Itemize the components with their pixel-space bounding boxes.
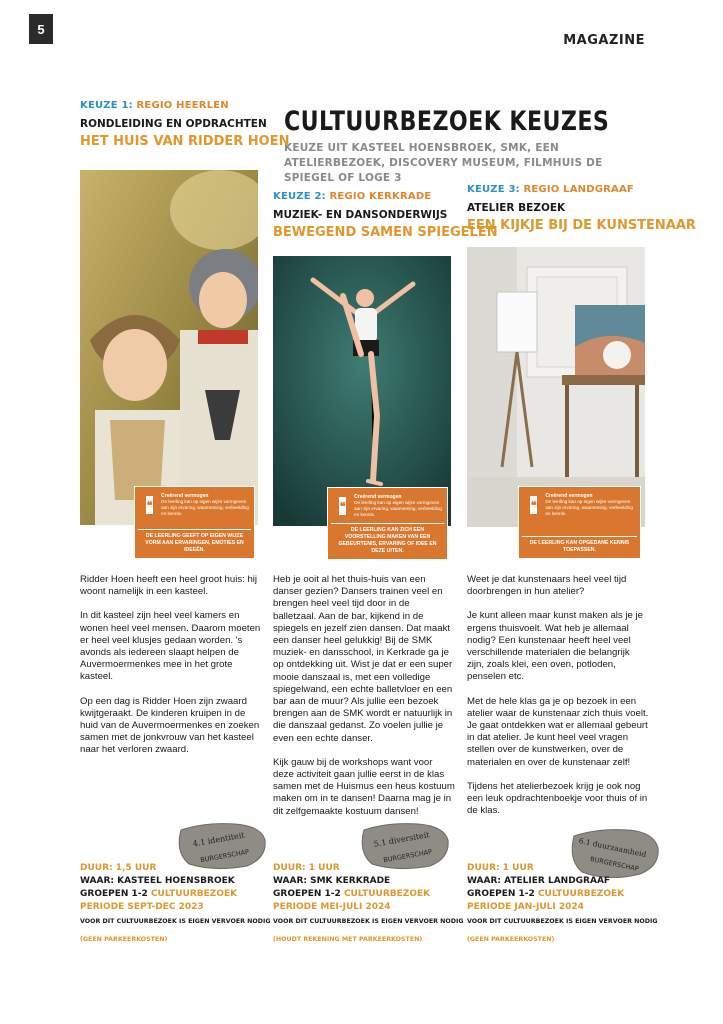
keuze-label: KEUZE 2: REGIO KERKRADE xyxy=(273,191,432,202)
activity-title: MUZIEK- EN DANSONDERWIJS xyxy=(273,209,448,221)
badge-description: De leerling kan op eigen wijze vormgeven aan zijn ervaring, waarneming, verbeelding en kennis. xyxy=(545,499,633,516)
atelier-photo xyxy=(467,247,645,527)
location: WAAR: SMK KERKRADE xyxy=(273,876,391,886)
location: WAAR: ATELIER LANDGRAAF xyxy=(467,876,611,886)
competence-badge xyxy=(134,486,255,559)
column-3-info xyxy=(467,862,658,946)
quote-icon: ❝ xyxy=(146,496,153,514)
column-1-body xyxy=(80,574,262,769)
page-title: CULTUURBEZOEK KEUZES xyxy=(284,106,610,137)
activity-title: RONDLEIDING EN OPDRACHTEN xyxy=(80,118,267,130)
badge-title: Creërend vermogen xyxy=(354,494,402,500)
paragraph: Weet je dat kunstenaars heel veel tijd doorbrengen in hun atelier? xyxy=(467,574,627,598)
badge-caption: DE LEERLING GEEFT OP EIGEN WIJZE VORM AAN ERVARINGEN, EMOTIES EN IDEEËN. xyxy=(138,529,251,554)
competence-badge xyxy=(518,486,641,559)
paragraph: Kijk gauw bij de workshops want voor deze activiteit gaan jullie eerst in de klas samen met de Huismus een heus kostuum maken om in te dansen! Daarna mag je in dit zelfgemaakte kostuum dansen! xyxy=(273,756,455,817)
stone-number: 6.1 duurzaamheid xyxy=(577,835,648,860)
parking-note: (GEEN PARKEERKOSTEN) xyxy=(80,936,168,943)
knights-photo xyxy=(80,170,258,525)
stone-label: BURGERSCHAP xyxy=(382,847,433,865)
transport-note: VOOR DIT CULTUURBEZOEK IS EIGEN VERVOER NODIG xyxy=(467,918,658,925)
paragraph: Met de hele klas ga je op bezoek in een atelier waar de kunstenaar zich thuis voelt. Je gaat ontdekken wat er allemaal gebeurt in dat atelier. Je kunt heel veel vragen stellen over de kunstwerken, over de materialen en over de kunstenaar zelf! xyxy=(467,695,649,768)
stone-label: BURGERSCHAP xyxy=(199,847,250,865)
badge-description: De leerling kan op eigen wijze vormgeven aan zijn ervaring, waarneming, verbeelding en kennis. xyxy=(354,500,442,517)
section-label: MAGAZINE xyxy=(563,33,645,48)
badge-caption: DE LEERLING KAN OPGEDANE KENNIS TOEPASSEN. xyxy=(522,536,637,554)
period: PERIODE MEI-JULI 2024 xyxy=(273,902,391,912)
keuze-label: KEUZE 1: REGIO HEERLEN xyxy=(80,100,229,111)
activity-subtitle: BEWEGEND SAMEN SPIEGELEN xyxy=(273,225,498,240)
transport-note: VOOR DIT CULTUURBEZOEK IS EIGEN VERVOER NODIG xyxy=(273,918,464,925)
column-2-header xyxy=(273,191,498,240)
activity-subtitle: EEN KIJKJE BIJ DE KUNSTENAAR xyxy=(467,218,696,233)
groups: GROEPEN 1-2 CULTUURBEZOEK xyxy=(467,889,625,899)
stone-number: 4.1 identiteit xyxy=(192,830,246,849)
paragraph: Tijdens het atelierbezoek krijg je ook nog een leuk opdrachtenboekje voor thuis of in de klas. xyxy=(467,780,648,817)
column-1-header xyxy=(80,100,290,149)
paragraph: Op een dag is Ridder Hoen zijn zwaard kwijtgeraakt. De kinderen kruipen in de huid van de Auvermoermenkes en zoeken samen met de jonkvrouw van het kasteel naar het verloren zwaard. xyxy=(80,695,260,756)
parking-note: (GEEN PARKEERKOSTEN) xyxy=(467,936,555,943)
dancer-photo xyxy=(273,256,451,526)
badge-description: De leerling kan op eigen wijze vormgeven aan zijn ervaring, waarneming, verbeelding en kennis. xyxy=(161,499,249,516)
keuze-label: KEUZE 3: REGIO LANDGRAAF xyxy=(467,184,634,195)
column-1-info xyxy=(80,862,271,946)
period: PERIODE JAN-JULI 2024 xyxy=(467,902,584,912)
stone-number: 5.1 diversiteit xyxy=(373,830,431,849)
activity-title: ATELIER BEZOEK xyxy=(467,202,566,214)
paragraph: In dit kasteel zijn heel veel kamers en wonen heel veel mensen. Daarom moeten er heel veel klusjes gedaan worden. 's avonds als iedereen slaapt helpen de Auvermoermenkes mee in het grote kasteel. xyxy=(80,610,261,683)
badge-title: Creërend vermogen xyxy=(545,493,593,499)
page-subtitle: KEUZE UIT KASTEEL HOENSBROEK, SMK, EEN ATELIERBEZOEK, DISCOVERY MUSEUM, FILMHUIS DE SPIEGEL OF LOGE 3 xyxy=(284,142,603,184)
duration: DUUR: 1,5 UUR xyxy=(80,863,157,873)
activity-subtitle: HET HUIS VAN RIDDER HOEN xyxy=(80,134,290,149)
stone-label: BURGERSCHAP xyxy=(589,855,640,874)
groups: GROEPEN 1-2 CULTUURBEZOEK xyxy=(273,889,431,899)
column-2-info xyxy=(273,862,464,946)
column-2-body xyxy=(273,574,455,830)
badge-title: Creërend vermogen xyxy=(161,493,209,499)
paragraph: Ridder Hoen heeft een heel groot huis: hij woont namelijk in een kasteel. xyxy=(80,574,258,598)
page-number: 5 xyxy=(29,14,53,44)
transport-note: VOOR DIT CULTUURBEZOEK IS EIGEN VERVOER NODIG xyxy=(80,918,271,925)
badge-caption: DE LEERLING KAN ZICH EEN VOORSTELLING MAKEN VAN EEN GEBEURTENIS, ERVARING OF IDEE EN DEZE UITEN. xyxy=(331,523,444,555)
paragraph: Je kunt alleen maar kunst maken als je je ergens thuisvoelt. Wat heb je allemaal nodig? Een kunstenaar heeft heel veel verschillende materialen die belangrijk zijn, zoals klei, een oven, potloden, penselen etc. xyxy=(467,610,643,683)
column-3-body xyxy=(467,574,649,829)
duration: DUUR: 1 UUR xyxy=(467,863,534,873)
quote-icon: ❝ xyxy=(530,496,537,514)
parking-note: (HOUDT REKENING MET PARKEERKOSTEN) xyxy=(273,936,423,943)
competence-badge xyxy=(327,487,448,560)
location: WAAR: KASTEEL HOENSBROEK xyxy=(80,876,235,886)
groups: GROEPEN 1-2 CULTUURBEZOEK xyxy=(80,889,238,899)
quote-icon: ❝ xyxy=(339,497,346,515)
paragraph: Heb je ooit al het thuis-huis van een danser gezien? Dansers trainen veel en brengen heel veel tijd door in de balletzaal. Aan de bar, kijkend in de spiegels en jezelf zien dansen. Dat maakt een danser heel gelukkig! Bij de SMK muziek- en dansschool, in Kerkrade ga je op ontdekking uit. Wist je dat er een super mooie danszaal is, met een volledige spiegelwand, een echte balletvloer en een bar aan de muur? Als jullie een bezoek brengen aan de SMK wordt er natuurlijk in die danszaal gedanst. Zo voelen jullie je even een echte danser. xyxy=(273,574,453,744)
period: PERIODE SEPT-DEC 2023 xyxy=(80,902,204,912)
duration: DUUR: 1 UUR xyxy=(273,863,340,873)
column-3-header xyxy=(467,184,696,233)
